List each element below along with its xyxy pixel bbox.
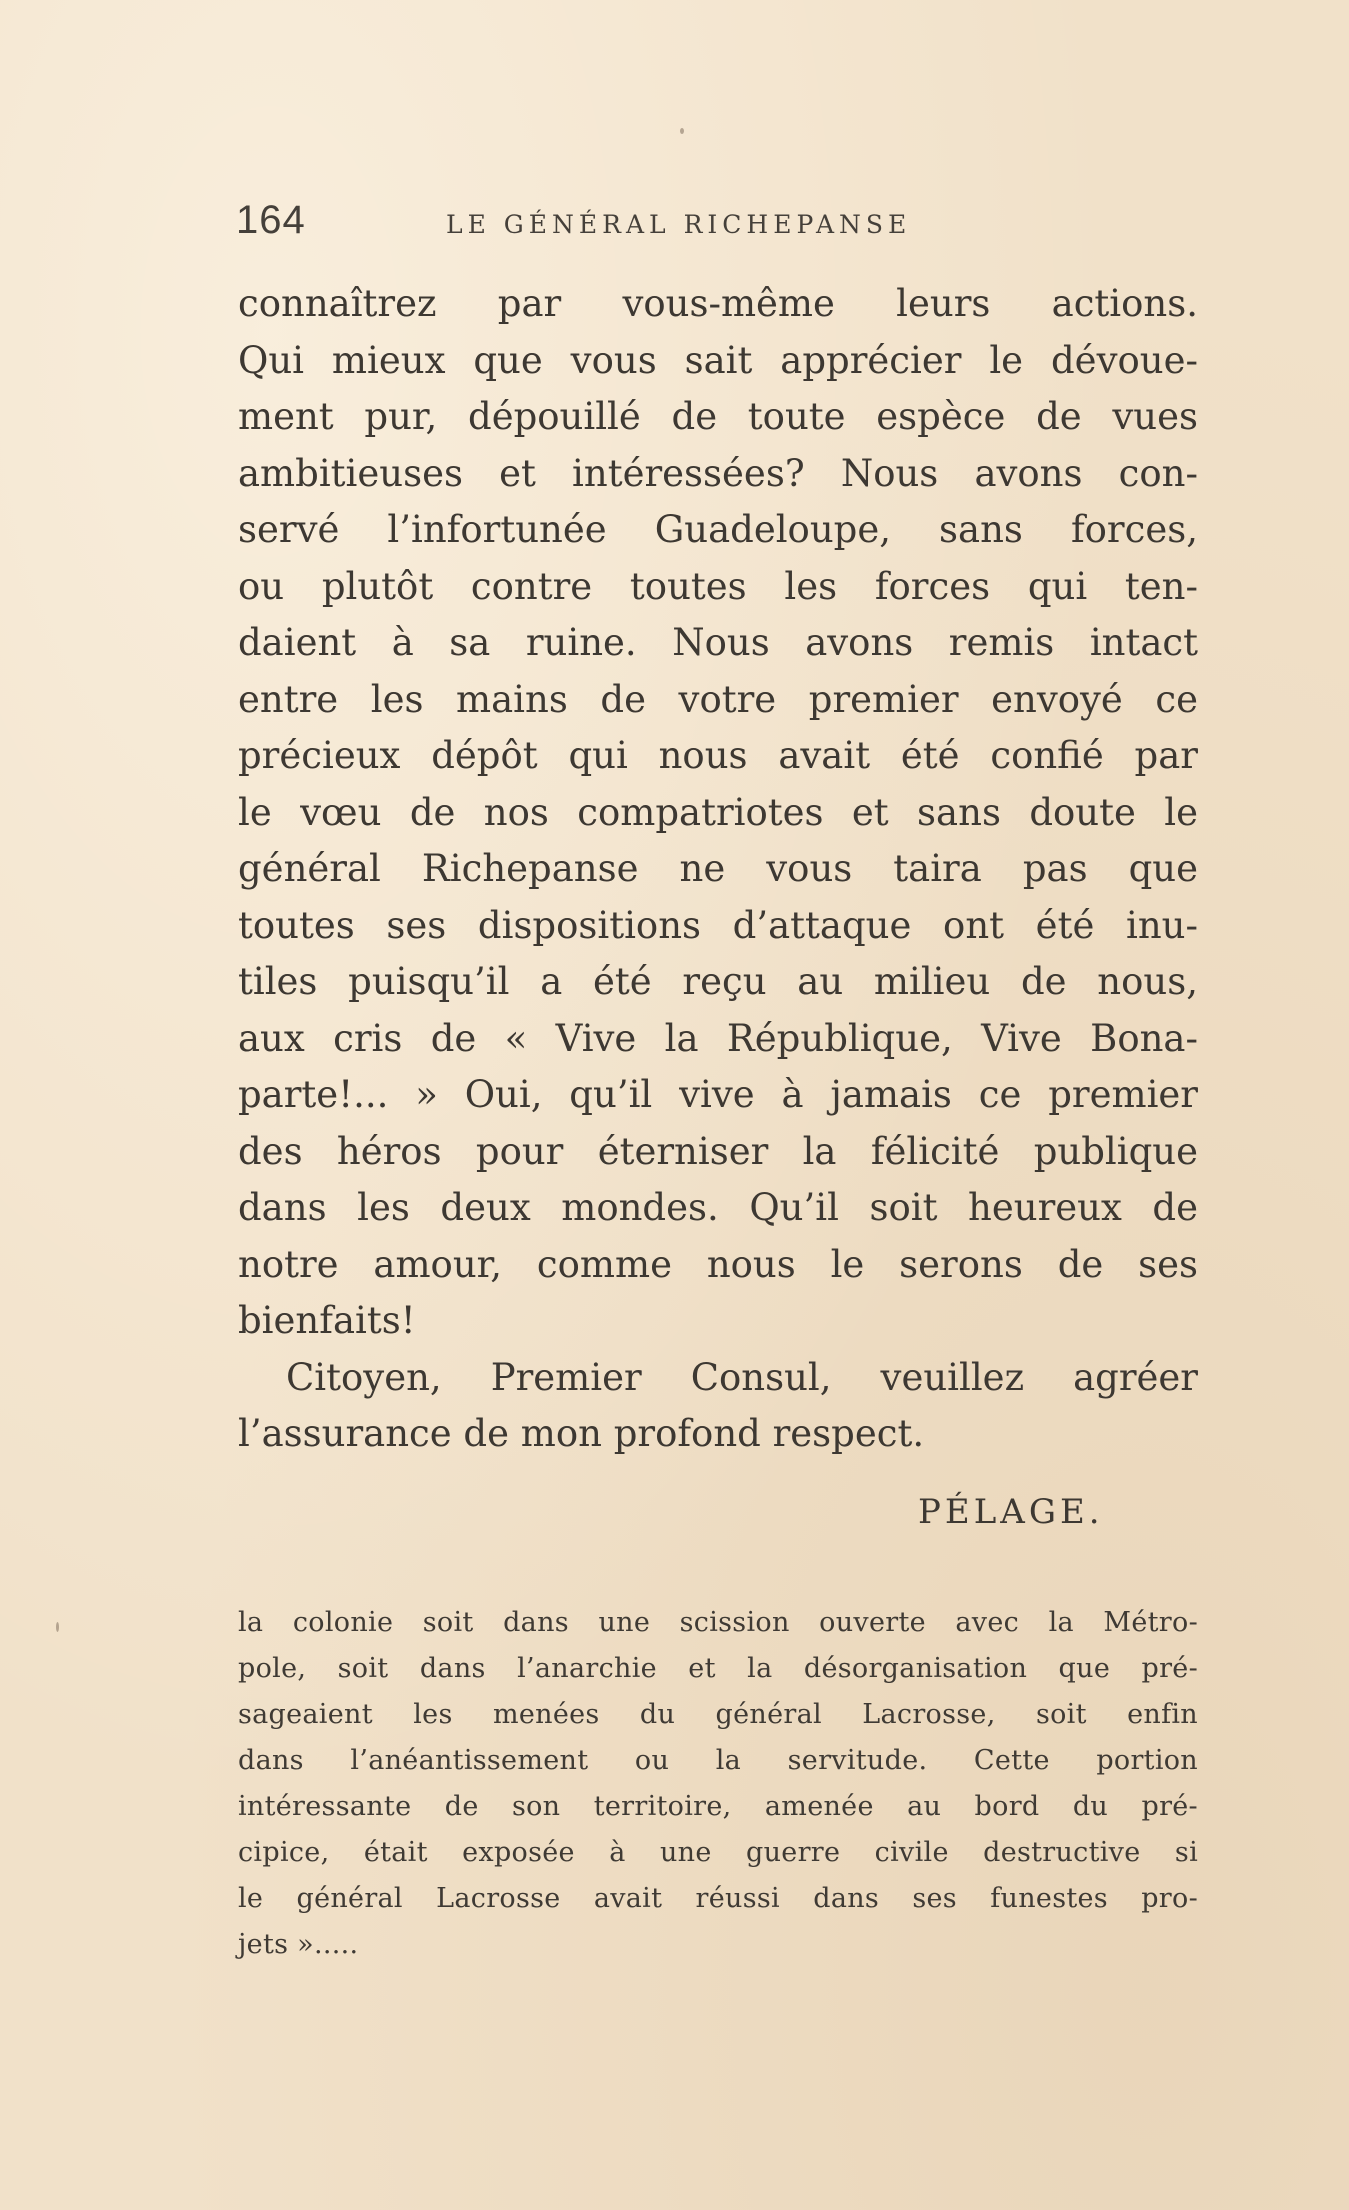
page-header	[236, 198, 1196, 258]
footnote-line: la colonie soit dans une scission ouverte avec la Métro-	[238, 1607, 1198, 1638]
footnote-line: le général Lacrosse avait réussi dans ses funestes pro-	[238, 1883, 1198, 1914]
text-line: ambitieuses et intéressées? Nous avons con-	[238, 451, 1198, 495]
text-line: aux cris de « Vive la République, Vive Bona-	[238, 1016, 1198, 1060]
text-line: bienfaits!	[238, 1299, 416, 1342]
text-line: ment pur, dépouillé de toute espèce de vues	[238, 395, 1198, 438]
paper-speck	[680, 128, 684, 134]
footnote-line: dans l’anéantissement ou la servitude. Cette portion	[238, 1745, 1198, 1776]
text-line: entre les mains de votre premier envoyé ce	[238, 677, 1198, 721]
text-line: général Richepanse ne vous taira pas que	[238, 847, 1198, 890]
text-line: parte!... » Oui, qu’il vive à jamais ce premier	[238, 1073, 1198, 1116]
text-line: tiles puisqu’il a été reçu au milieu de nous,	[238, 960, 1198, 1003]
text-line: des héros pour éterniser la félicité publique	[238, 1129, 1198, 1173]
text-line: dans les deux mondes. Qu’il soit heureux de	[238, 1186, 1198, 1229]
footnote-line: sageaient les menées du général Lacrosse, soit enfin	[238, 1699, 1198, 1730]
footnote	[238, 1600, 1198, 1968]
main-text	[238, 276, 1198, 1463]
paper-speck	[56, 1622, 59, 1632]
signature: PÉLAGE.	[918, 1492, 1104, 1532]
text-line: précieux dépôt qui nous avait été confié par	[238, 734, 1198, 777]
footnote-line: jets ».....	[238, 1929, 359, 1960]
text-line: toutes ses dispositions d’attaque ont été inu-	[238, 903, 1198, 947]
footnote-line: intéressante de son territoire, amenée au bord du pré-	[238, 1791, 1198, 1822]
text-line: le vœu de nos compatriotes et sans doute le	[238, 790, 1198, 834]
page-number: 164	[236, 198, 306, 242]
text-line: l’assurance de mon profond respect.	[238, 1412, 925, 1455]
text-line: connaîtrez par vous-même leurs actions.	[238, 282, 1198, 325]
text-line: Citoyen, Premier Consul, veuillez agréer	[286, 1355, 1198, 1399]
footnote-line: cipice, était exposée à une guerre civile destructive si	[238, 1837, 1198, 1868]
text-line: notre amour, comme nous le serons de ses	[238, 1242, 1198, 1286]
running-title: LE GÉNÉRAL RICHEPANSE	[446, 210, 912, 239]
footnote-line: pole, soit dans l’anarchie et la désorganisation que pré-	[238, 1653, 1198, 1684]
text-line: ou plutôt contre toutes les forces qui ten-	[238, 564, 1198, 608]
text-line: Qui mieux que vous sait apprécier le dévoue-	[238, 338, 1198, 382]
text-line: servé l’infortunée Guadeloupe, sans forces,	[238, 508, 1198, 551]
text-line: daient à sa ruine. Nous avons remis intact	[238, 621, 1198, 664]
